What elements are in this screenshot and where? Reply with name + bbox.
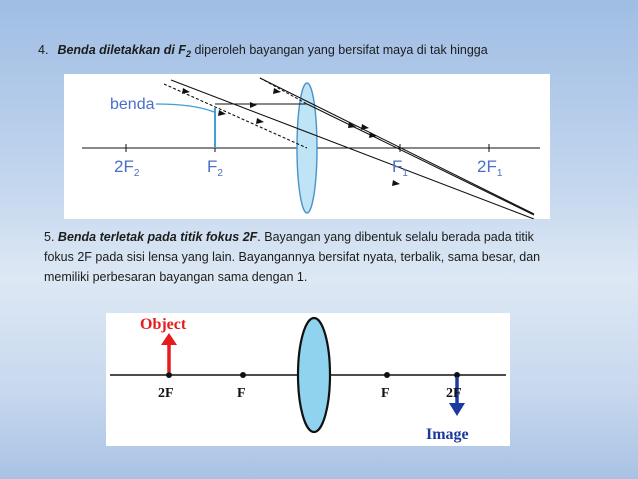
- point-5-text: [44, 227, 564, 287]
- label-2f2: $2F_2$: [114, 157, 140, 179]
- ray-arrowhead-6: [256, 118, 264, 124]
- object-label: benda: [110, 96, 155, 113]
- convex-lens-2: [298, 318, 330, 432]
- dot-f-left: [240, 372, 246, 378]
- point-5-number: 5.: [44, 230, 55, 244]
- point-4-rest: diperoleh bayangan yang bersifat maya di tak hingga: [190, 43, 488, 57]
- object-arrowhead: [161, 333, 177, 345]
- ray-arrowhead-5: [392, 180, 400, 186]
- object-label-pointer: [156, 104, 214, 112]
- point-4-bold: Benda diletakkan di $F_2$: [57, 43, 191, 59]
- lens-diagram-f2-svg: [64, 74, 550, 219]
- tick-label-f-right: F: [381, 386, 390, 401]
- tick-label-2f-left: 2F: [158, 386, 174, 401]
- point-5-rest: . Bayangan yang dibentuk selalu berada pada titik fokus 2F pada sisi lensa yang lain. Bayangannya bersifat nyata, terbalik, sama besar, dan memiliki perbesaran bayangan sama dengan 1.: [44, 230, 541, 284]
- image-label: Image: [426, 426, 469, 443]
- ray-focal: [164, 84, 307, 148]
- tick-label-f-left: F: [237, 386, 246, 401]
- image-arrowhead: [449, 403, 465, 416]
- ray-center: [171, 80, 534, 219]
- point-4-number: 4.: [38, 43, 49, 57]
- lens-diagram-f2: [64, 74, 550, 219]
- lens-diagram-2f-svg: [106, 313, 510, 446]
- object-label-2: Object: [140, 316, 187, 333]
- ray-arrowhead-1: [250, 102, 257, 108]
- lens-diagram-2f: [106, 313, 510, 446]
- label-2f1: $2F_1$: [477, 157, 503, 179]
- tick-label-2f-right: 2F: [446, 386, 462, 401]
- dot-f-right: [384, 372, 390, 378]
- ray-parallel-refracted: [307, 104, 534, 215]
- ray-arrowhead-3: [361, 124, 369, 130]
- label-f2: $F_2$: [207, 157, 223, 179]
- ray-arrowhead-8: [182, 88, 190, 94]
- point-5-bold: Benda terletak pada titik fokus 2F: [57, 230, 258, 244]
- label-f1: $F_1$: [392, 157, 408, 179]
- point-4-text: [38, 43, 488, 59]
- point-4-subscript: 2: [185, 49, 191, 59]
- dot-2f-left: [166, 372, 172, 378]
